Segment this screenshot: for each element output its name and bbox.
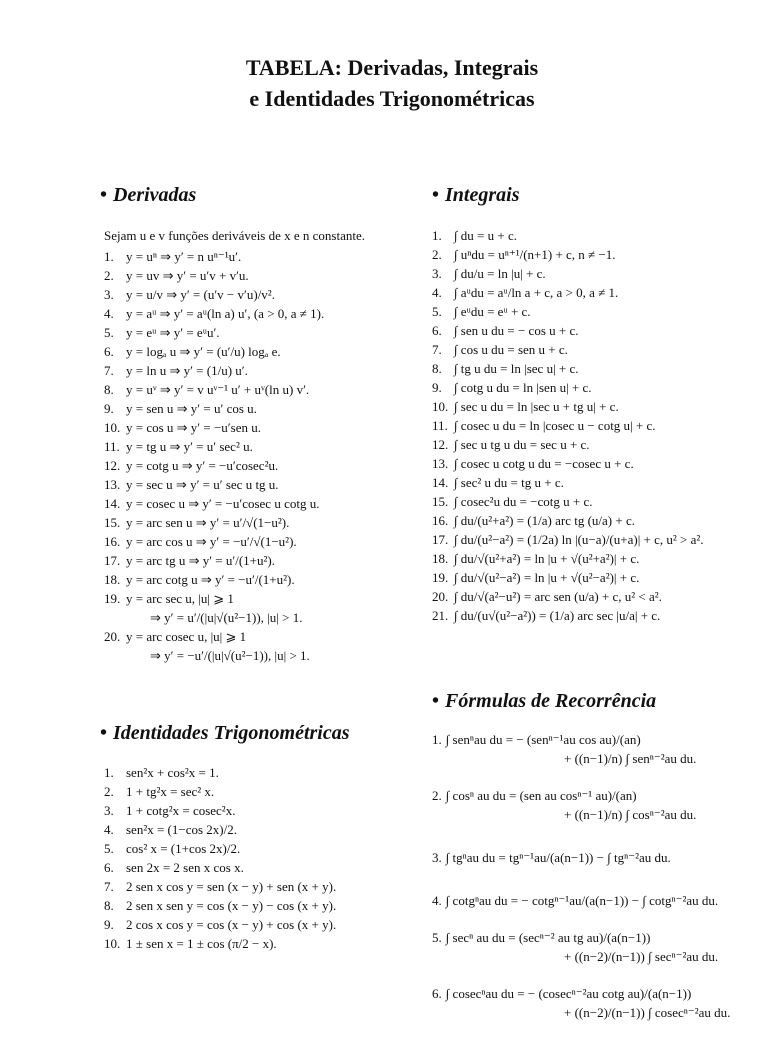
item-formula: ∫ eᵘdu = eᵘ + c. (454, 304, 531, 319)
item-formula: ∫ cosec u du = ln |cosec u − cotg u| + c. (454, 418, 656, 433)
recorrencia-line-2: + ((n−2)/(n−1)) ∫ cosecⁿ⁻²au du. (564, 1005, 731, 1020)
page-title (0, 52, 784, 114)
integrais-item (432, 435, 704, 454)
item-formula: y = sen u ⇒ y′ = u′ cos u. (126, 401, 257, 416)
item-formula: ∫ secⁿ au du = (secⁿ⁻² au tg au)/(a(n−1)) (445, 930, 651, 945)
derivadas-item (104, 589, 404, 608)
derivadas-item (104, 304, 404, 323)
item-number: 5. (432, 930, 442, 945)
item-number: 4. (104, 306, 114, 321)
item-formula: ∫ du/√(a²−u²) = arc sen (u/a) + c, u² < a². (454, 589, 662, 604)
item-number: 14. (104, 496, 121, 511)
item-number: 9. (104, 917, 114, 932)
item-formula: ∫ du/(u²+a²) = (1/a) arc tg (u/a) + c. (454, 513, 635, 528)
item-number: 19. (432, 570, 449, 585)
derivadas-item (104, 532, 404, 551)
recorrencia-line-1 (432, 848, 730, 867)
bullet-icon: • (432, 690, 440, 712)
item-number: 19. (104, 591, 121, 606)
bullet-icon: • (100, 184, 108, 206)
item-formula: ∫ cosⁿ au du = (sen au cosⁿ⁻¹ au)/(an) (445, 788, 637, 803)
item-formula: ∫ cosec u cotg u du = −cosec u + c. (454, 456, 634, 471)
item-number: 2. (432, 788, 442, 803)
item-formula: ∫ du/(u²−a²) = (1/2a) ln |(u−a)/(u+a)| + c, u² > a². (454, 532, 704, 547)
item-formula: y = uᵛ ⇒ y′ = v uᵛ⁻¹ u′ + uᵛ(ln u) v′. (126, 382, 310, 397)
recorrencia-item (432, 984, 730, 1022)
item-number: 17. (104, 553, 121, 568)
recorrencia-item (432, 730, 730, 768)
item-number: 14. (432, 475, 449, 490)
item-number: 7. (432, 342, 442, 357)
item-number: 11. (104, 439, 120, 454)
item-formula: ∫ tgⁿau du = tgⁿ⁻¹au/(a(n−1)) − ∫ tgⁿ⁻²au du. (445, 850, 671, 865)
item-formula: 2 cos x cos y = cos (x − y) + cos (x + y). (126, 917, 337, 932)
derivadas-item (104, 247, 404, 266)
item-number: 3. (432, 850, 442, 865)
item-number: 8. (432, 361, 442, 376)
item-formula: ∫ sec² u du = tg u + c. (454, 475, 564, 490)
item-formula: y = tg u ⇒ y′ = u′ sec² u. (126, 439, 253, 454)
item-number: 7. (104, 879, 114, 894)
derivadas-item (104, 399, 404, 418)
derivadas-item (104, 266, 404, 285)
recorrencia-item (432, 928, 730, 966)
derivadas-item (104, 475, 404, 494)
item-formula: ∫ senⁿau du = − (senⁿ⁻¹au cos au)/(an) (445, 732, 641, 747)
identidades-item (104, 820, 336, 839)
recorrencia-item (432, 786, 730, 824)
item-number: 10. (104, 420, 121, 435)
item-number: 5. (104, 325, 114, 340)
integrais-item (432, 492, 704, 511)
integrais-item (432, 321, 704, 340)
identidades-heading (100, 722, 350, 745)
item-formula: y = cotg u ⇒ y′ = −u′cosec²u. (126, 458, 279, 473)
item-formula: 2 sen x cos y = sen (x − y) + sen (x + y). (126, 879, 337, 894)
item-number: 10. (104, 936, 121, 951)
item-number: 2. (432, 247, 442, 262)
derivadas-item (104, 570, 404, 589)
derivadas-item (104, 551, 404, 570)
integrais-heading-text: Integrais (445, 184, 520, 206)
item-number: 6. (104, 344, 114, 359)
item-formula: ∫ sec u tg u du = sec u + c. (454, 437, 590, 452)
derivadas-intro: Sejam u e v funções deriváveis de x e n constante. (104, 228, 365, 243)
identidades-item (104, 877, 336, 896)
item-formula: ∫ cos u du = sen u + c. (454, 342, 568, 357)
item-number: 7. (104, 363, 114, 378)
derivadas-item (104, 456, 404, 475)
identidades-item (104, 934, 336, 953)
item-formula: y = uv ⇒ y′ = u′v + v′u. (126, 268, 249, 283)
item-number: 9. (104, 401, 114, 416)
integrais-item (432, 340, 704, 359)
item-number: 3. (104, 287, 114, 302)
item-number: 16. (432, 513, 449, 528)
item-number: 6. (432, 323, 442, 338)
item-number: 18. (104, 572, 121, 587)
derivadas-item (104, 380, 404, 399)
item-number: 1. (432, 228, 442, 243)
item-number: 5. (104, 841, 114, 856)
item-formula: y = arc cosec u, |u| ⩾ 1 (126, 629, 247, 644)
item-number: 2. (104, 268, 114, 283)
item-formula: y = arc sec u, |u| ⩾ 1 (126, 591, 234, 606)
item-number: 18. (432, 551, 449, 566)
integrais-item (432, 302, 704, 321)
recorrencia-item (432, 891, 730, 910)
derivadas-item (104, 513, 404, 532)
integrais-item (432, 359, 704, 378)
integrais-item (432, 549, 704, 568)
recorrencia-line-1 (432, 786, 730, 805)
item-formula: ∫ sen u du = − cos u + c. (454, 323, 579, 338)
item-number: 9. (432, 380, 442, 395)
derivadas-item (104, 418, 404, 437)
recorrencia-line-1 (432, 928, 730, 947)
integrais-heading (432, 184, 519, 207)
item-number: 13. (104, 477, 121, 492)
derivadas-heading-text: Derivadas (113, 184, 197, 206)
bullet-icon: • (100, 722, 108, 744)
item-number: 5. (432, 304, 442, 319)
identidades-item (104, 896, 336, 915)
identidades-item (104, 858, 336, 877)
integrais-item (432, 416, 704, 435)
item-formula: y = cos u ⇒ y′ = −u′sen u. (126, 420, 261, 435)
recorrencia-line-2: + ((n−1)/n) ∫ senⁿ⁻²au du. (564, 751, 697, 766)
item-formula: sen²x + cos²x = 1. (126, 765, 219, 780)
derivadas-list (104, 226, 404, 665)
integrais-item (432, 378, 704, 397)
item-formula: ∫ du/√(u²−a²) = ln |u + √(u²−a²)| + c. (454, 570, 640, 585)
item-formula: y = ln u ⇒ y′ = (1/u) u′. (126, 363, 248, 378)
title-line-2: e Identidades Trigonométricas (249, 86, 535, 111)
item-formula: ∫ du/(u√(u²−a²)) = (1/a) arc sec |u/a| + c. (454, 608, 661, 623)
derivadas-item (104, 323, 404, 342)
item-number: 2. (104, 784, 114, 799)
item-number: 17. (432, 532, 449, 547)
item-formula: ∫ uⁿdu = uⁿ⁺¹/(n+1) + c, n ≠ −1. (454, 247, 616, 262)
item-formula: 1 + cotg²x = cosec²x. (126, 803, 236, 818)
integrais-item (432, 606, 704, 625)
item-number: 3. (432, 266, 442, 281)
item-formula: y = sec u ⇒ y′ = u′ sec u tg u. (126, 477, 279, 492)
item-number: 1. (432, 732, 442, 747)
item-formula: ∫ cosec²u du = −cotg u + c. (454, 494, 593, 509)
derivadas-heading (100, 184, 196, 207)
item-number: 1. (104, 249, 114, 264)
identidades-item (104, 915, 336, 934)
item-number: 13. (432, 456, 449, 471)
item-formula: sen 2x = 2 sen x cos x. (126, 860, 244, 875)
item-number: 6. (104, 860, 114, 875)
derivadas-item (104, 342, 404, 361)
item-formula: ∫ du = u + c. (454, 228, 517, 243)
recorrencia-line-1 (432, 730, 730, 749)
item-formula: y = arc cos u ⇒ y′ = −u′/√(1−u²). (126, 534, 297, 549)
identidades-item (104, 839, 336, 858)
integrais-item (432, 397, 704, 416)
item-formula: ∫ tg u du = ln |sec u| + c. (454, 361, 579, 376)
item-formula: sen²x = (1−cos 2x)/2. (126, 822, 237, 837)
item-number: 12. (104, 458, 121, 473)
integrais-item (432, 587, 704, 606)
item-number: 4. (432, 893, 442, 908)
item-formula: y = arc cotg u ⇒ y′ = −u′/(1+u²). (126, 572, 295, 587)
item-number: 15. (104, 515, 121, 530)
integrais-list (432, 226, 704, 625)
recorrencia-line-1 (432, 891, 730, 910)
identidades-item (104, 801, 336, 820)
identidades-item (104, 763, 336, 782)
item-number: 21. (432, 608, 449, 623)
integrais-item (432, 511, 704, 530)
item-formula: y = arc sen u ⇒ y′ = u′/√(1−u²). (126, 515, 290, 530)
derivadas-item (104, 646, 404, 665)
item-number: 6. (432, 986, 442, 1001)
item-number: 20. (432, 589, 449, 604)
derivadas-item (104, 361, 404, 380)
recorrencia-list (432, 730, 730, 1022)
item-formula: y = aᵘ ⇒ y′ = aᵘ(ln a) u′, (a > 0, a ≠ 1). (126, 306, 325, 321)
item-number: 8. (104, 382, 114, 397)
item-formula: y = u/v ⇒ y′ = (u′v − v′u)/v². (126, 287, 275, 302)
item-formula: y = arc tg u ⇒ y′ = u′/(1+u²). (126, 553, 275, 568)
recorrencia-item (432, 848, 730, 867)
item-formula: 2 sen x sen y = cos (x − y) − cos (x + y). (126, 898, 337, 913)
identidades-item (104, 782, 336, 801)
item-number: 15. (432, 494, 449, 509)
derivadas-item (104, 494, 404, 513)
title-line-1: TABELA: Derivadas, Integrais (245, 55, 539, 80)
item-formula: 1 ± sen x = 1 ± cos (π/2 − x). (126, 936, 277, 951)
derivadas-item (104, 627, 404, 646)
item-number: 3. (104, 803, 114, 818)
integrais-item (432, 473, 704, 492)
recorrencia-heading-text: Fórmulas de Recorrência (445, 690, 657, 712)
item-formula: y = cosec u ⇒ y′ = −u′cosec u cotg u. (126, 496, 320, 511)
item-formula: ∫ cotg u du = ln |sen u| + c. (454, 380, 592, 395)
identidades-heading-text: Identidades Trigonométricas (113, 722, 350, 744)
integrais-item (432, 568, 704, 587)
item-number: 11. (432, 418, 448, 433)
item-formula: ∫ du/√(u²+a²) = ln |u + √(u²+a²)| + c. (454, 551, 640, 566)
item-number: 4. (432, 285, 442, 300)
recorrencia-heading (432, 690, 656, 713)
item-number: 12. (432, 437, 449, 452)
derivadas-item (104, 437, 404, 456)
item-number: 10. (432, 399, 449, 414)
item-formula: ∫ cosecⁿau du = − (cosecⁿ⁻²au cotg au)/(a(n−1)) (445, 986, 692, 1001)
item-number: 8. (104, 898, 114, 913)
item-number: 4. (104, 822, 114, 837)
identidades-list (104, 763, 336, 953)
recorrencia-line-2: + ((n−1)/n) ∫ cosⁿ⁻²au du. (564, 807, 697, 822)
integrais-item (432, 530, 704, 549)
integrais-item (432, 226, 704, 245)
integrais-item (432, 454, 704, 473)
derivadas-item (104, 608, 404, 627)
bullet-icon: • (432, 184, 440, 206)
item-formula: y = eᵘ ⇒ y′ = eᵘu′. (126, 325, 220, 340)
integrais-item (432, 264, 704, 283)
recorrencia-line-2: + ((n−2)/(n−1)) ∫ secⁿ⁻²au du. (564, 949, 719, 964)
integrais-item (432, 283, 704, 302)
item-formula: ∫ du/u = ln |u| + c. (454, 266, 546, 281)
item-formula: 1 + tg²x = sec² x. (126, 784, 215, 799)
item-number: 16. (104, 534, 121, 549)
item-number: 1. (104, 765, 114, 780)
integrais-item (432, 245, 704, 264)
item-formula: cos² x = (1+cos 2x)/2. (126, 841, 241, 856)
item-formula: ⇒ y′ = u′/(|u|√(u²−1)), |u| > 1. (150, 610, 303, 625)
item-formula: ⇒ y′ = −u′/(|u|√(u²−1)), |u| > 1. (150, 648, 310, 663)
item-formula: ∫ cotgⁿau du = − cotgⁿ⁻¹au/(a(n−1)) − ∫ cotgⁿ⁻²au du. (445, 893, 719, 908)
item-formula: y = uⁿ ⇒ y′ = n uⁿ⁻¹u′. (126, 249, 242, 264)
item-number: 20. (104, 629, 121, 644)
item-formula: y = logₐ u ⇒ y′ = (u′/u) logₐ e. (126, 344, 281, 359)
recorrencia-line-1 (432, 984, 730, 1003)
item-formula: ∫ sec u du = ln |sec u + tg u| + c. (454, 399, 619, 414)
item-formula: ∫ aᵘdu = aᵘ/ln a + c, a > 0, a ≠ 1. (454, 285, 619, 300)
derivadas-item (104, 285, 404, 304)
